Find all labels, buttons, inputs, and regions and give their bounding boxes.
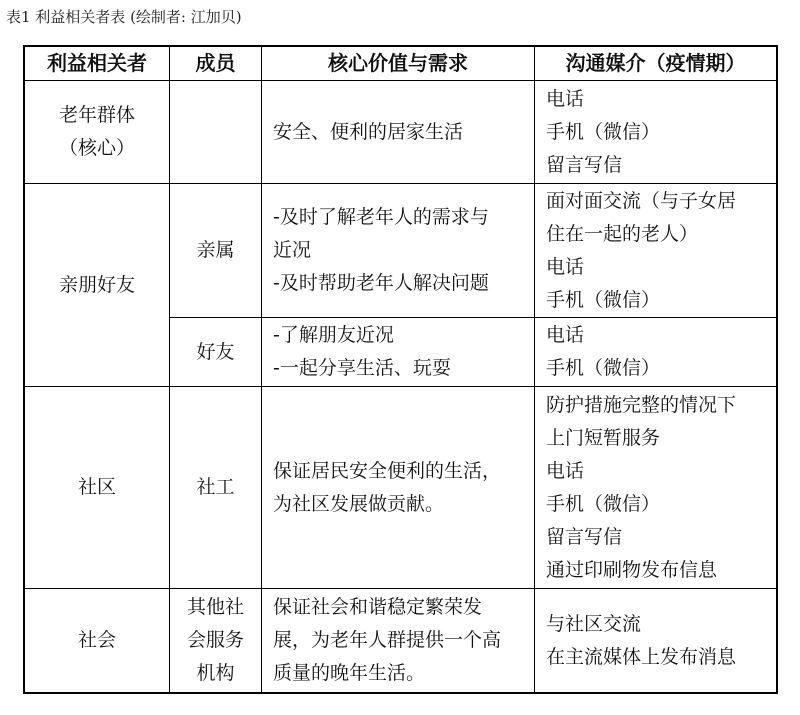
elderly-value-line: 安全、便利的居家生活: [273, 120, 464, 143]
header-media-text: 沟通媒介（疫情期）: [565, 51, 746, 75]
society-value-line: 质量的晚年生活。: [273, 662, 426, 684]
society-media-line: 与社区交流: [546, 612, 642, 635]
society-member-line: 其他社: [186, 596, 244, 618]
society-value-cell: [262, 589, 534, 692]
society-media-line: 在主流媒体上发布消息: [546, 645, 737, 668]
elderly-media-line: 电话: [546, 87, 585, 110]
family-stakeholder-cell: [25, 184, 169, 386]
community-value-cell: [262, 387, 534, 588]
society-media-cell: [535, 589, 776, 692]
friends-value-cell: [262, 318, 534, 386]
elderly-stakeholder-line: （核心）: [58, 137, 135, 159]
friends-media-line: 电话: [546, 324, 585, 346]
society-value-line: 保证社会和谐稳定繁荣发: [273, 596, 483, 618]
header-value-text: 核心价值与需求: [328, 51, 468, 75]
friends-media-cell: [535, 318, 776, 386]
stakeholder-table: [23, 45, 778, 694]
community-member-cell: [170, 387, 261, 588]
community-stakeholder-cell: [25, 387, 169, 588]
elderly-media-line: 手机（微信）: [546, 120, 661, 143]
community-media-line: 留言写信: [546, 525, 623, 548]
relatives-media-line: 面对面交流（与子女居: [546, 189, 737, 212]
relatives-member-cell: [170, 184, 261, 317]
community-value-line: 保证居民安全便利的生活，: [273, 459, 502, 482]
relatives-media-line: 手机（微信）: [546, 288, 661, 311]
header-value: [262, 47, 534, 80]
relatives-media-line: 电话: [546, 255, 585, 278]
society-stakeholder-cell: [25, 589, 169, 692]
society-value-line: 展，为老年人群提供一个高: [273, 629, 502, 651]
elderly-media-line: 留言写信: [546, 153, 623, 176]
elderly-member-cell: [170, 81, 261, 183]
relatives-media-cell: [535, 184, 776, 317]
friends-member-cell: [170, 318, 261, 386]
society-member-line: 机构: [196, 662, 235, 684]
community-media-line: 上门短暂服务: [546, 426, 661, 449]
table-caption: 表1 利益相关者表 (绘制者: 江加贝): [6, 8, 242, 26]
friends-member-text: 好友: [196, 340, 235, 363]
table-border-bottom: [23, 692, 778, 694]
community-media-cell: [535, 387, 776, 588]
relatives-value-line: -及时了解老年人的需求与: [273, 206, 489, 228]
family-stakeholder-text: 亲朋好友: [58, 273, 135, 296]
relatives-media-line: 住在一起的老人）: [546, 222, 699, 245]
friends-value-line: -了解朋友近况: [273, 324, 394, 346]
header-member-text: 成员: [195, 51, 236, 75]
header-stakeholder: [25, 47, 169, 80]
elderly-stakeholder-cell: [25, 81, 169, 183]
table-border-right: [776, 45, 778, 694]
community-media-line: 电话: [546, 459, 585, 482]
relatives-member-text: 亲属: [196, 239, 235, 261]
society-member-cell: [170, 589, 261, 692]
community-media-line: 防护措施完整的情况下: [546, 393, 737, 416]
header-member: [170, 47, 261, 80]
relatives-value-line: -及时帮助老年人解决问题: [273, 272, 489, 294]
community-stakeholder-text: 社区: [77, 476, 116, 498]
community-media-line: 通过印刷物发布信息: [546, 558, 718, 581]
friends-media-line: 手机（微信）: [546, 357, 661, 379]
society-stakeholder-text: 社会: [77, 629, 116, 651]
header-media: [535, 47, 776, 80]
elderly-value-cell: [262, 81, 534, 183]
elderly-media-cell: [535, 81, 776, 183]
relatives-value-line: 近况: [273, 239, 312, 261]
elderly-stakeholder-line: 老年群体: [58, 104, 135, 126]
society-member-line: 会服务: [186, 629, 244, 651]
community-media-line: 手机（微信）: [546, 492, 661, 515]
header-stakeholder-text: 利益相关者: [47, 51, 147, 75]
friends-value-line: -一起分享生活、玩耍: [273, 357, 451, 379]
community-value-line: 为社区发展做贡献。: [273, 492, 445, 515]
community-member-text: 社工: [196, 476, 235, 498]
relatives-value-cell: [262, 184, 534, 317]
